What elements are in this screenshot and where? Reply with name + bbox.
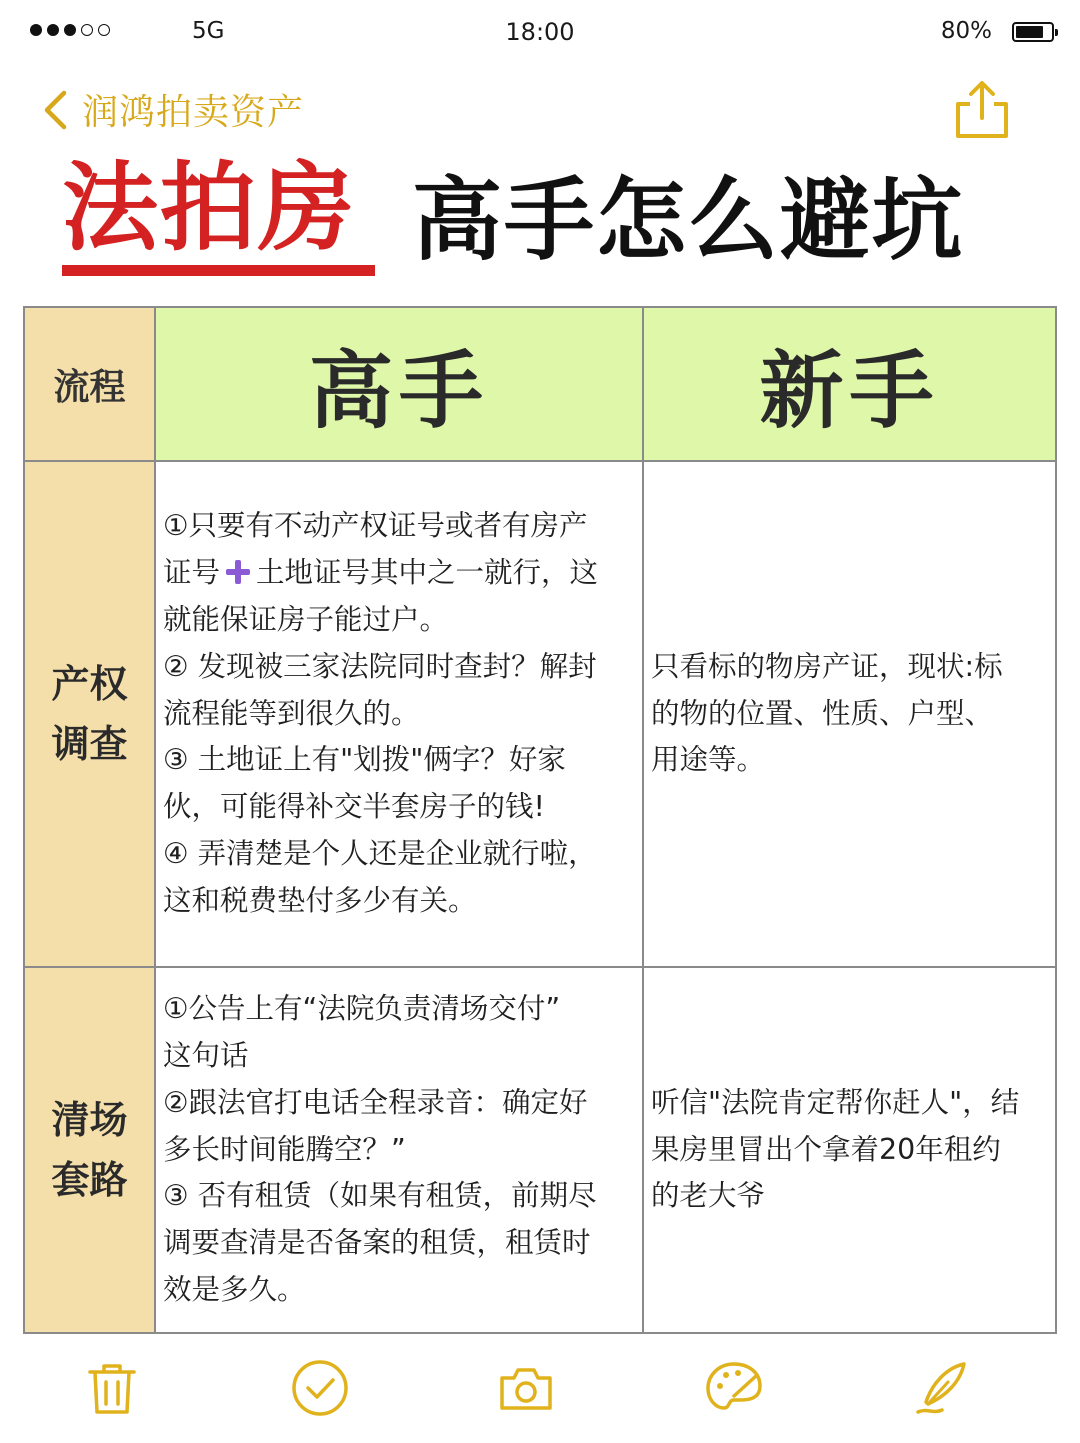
novice-text: 听信"法院肯定帮你赶人"，结: [651, 1085, 1020, 1119]
novice-text: 的物的位置、性质、户型、: [651, 696, 994, 730]
checkmark-circle-icon: [290, 1358, 350, 1418]
novice-text: 用途等。: [651, 743, 766, 777]
table-row: [24, 967, 1056, 1333]
expert-text: 伙，可能得补交半套房子的钱!: [163, 790, 545, 824]
palette-icon: [704, 1358, 764, 1418]
novice-text: 的老大爷: [651, 1179, 766, 1213]
share-button[interactable]: [954, 78, 1010, 142]
header-novice: 新手: [643, 307, 1056, 461]
pen-icon: [912, 1358, 972, 1418]
status-time: 18:00: [505, 18, 575, 46]
novice-cell: [643, 461, 1056, 967]
network-type: 5G: [192, 18, 225, 44]
palette-button[interactable]: [704, 1358, 764, 1418]
expert-text: ④ 弄清楚是个人还是企业就行啦，: [163, 836, 597, 870]
delete-button[interactable]: [82, 1358, 142, 1418]
expert-text-line: [163, 550, 636, 597]
chevron-left-icon: [38, 87, 72, 133]
expert-text: 就能保证房子能过户。: [163, 603, 449, 636]
expert-text: 多长时间能腾空？”: [163, 1132, 406, 1166]
novice-cell: [643, 967, 1056, 1333]
process-cell: [24, 461, 155, 967]
comparison-table: [23, 306, 1057, 1334]
check-button[interactable]: [290, 1358, 350, 1418]
novice-text: 果房里冒出个拿着20年租约: [651, 1132, 1001, 1166]
camera-icon: [496, 1358, 556, 1418]
battery-percentage: 80%: [940, 18, 992, 44]
expert-cell: [155, 461, 643, 967]
header-process: 流程: [24, 307, 155, 461]
table-header-row: [24, 307, 1056, 461]
plus-icon: [222, 559, 254, 585]
process-label: 产权: [51, 662, 128, 706]
table-row: [24, 461, 1056, 967]
share-icon: [954, 78, 1010, 142]
expert-text: 土地证号其中之一就行，这: [256, 556, 599, 590]
headline-highlight: 法拍房: [62, 152, 356, 264]
process-label: 调查: [51, 722, 128, 766]
status-bar: [0, 0, 1080, 68]
header-expert: 高手: [155, 307, 643, 461]
expert-text: 调要查清是否备案的租赁，租赁时: [163, 1226, 591, 1260]
headline-title: 高手怎么避坑: [412, 168, 964, 273]
trash-icon: [82, 1358, 142, 1418]
pen-button[interactable]: [912, 1358, 972, 1418]
expert-text: ③ 否有租赁（如果有租赁，前期尽: [163, 1179, 597, 1213]
expert-text: 这句话: [163, 1039, 249, 1072]
expert-text: ②跟法官打电话全程录音：确定好: [163, 1085, 588, 1119]
expert-cell: [155, 967, 643, 1333]
expert-text: ①公告上有“法院负责清场交付”: [163, 992, 561, 1026]
camera-button[interactable]: [496, 1358, 556, 1418]
battery-icon: [1012, 22, 1054, 42]
headline-underline: [62, 265, 375, 276]
back-button[interactable]: [38, 84, 304, 135]
bottom-toolbar: [0, 1350, 1080, 1430]
expert-text: 流程能等到很久的。: [163, 696, 420, 730]
process-label: 清场: [51, 1098, 128, 1142]
expert-text: 效是多久。: [163, 1272, 306, 1306]
expert-text: ①只要有不动产权证号或者有房产: [163, 509, 588, 543]
expert-text: ③ 土地证上有"划拨"俩字？好家: [163, 743, 566, 777]
expert-text: 证号: [163, 556, 221, 590]
expert-text: ② 发现被三家法院同时查封？解封: [163, 649, 597, 683]
novice-text: 只看标的物房产证，现状:标: [651, 649, 1003, 683]
process-cell: [24, 967, 155, 1333]
expert-text: 这和税费垫付多少有关。: [163, 883, 477, 917]
process-label: 套路: [51, 1158, 128, 1202]
nav-title: 润鸿拍卖资产: [82, 92, 305, 133]
